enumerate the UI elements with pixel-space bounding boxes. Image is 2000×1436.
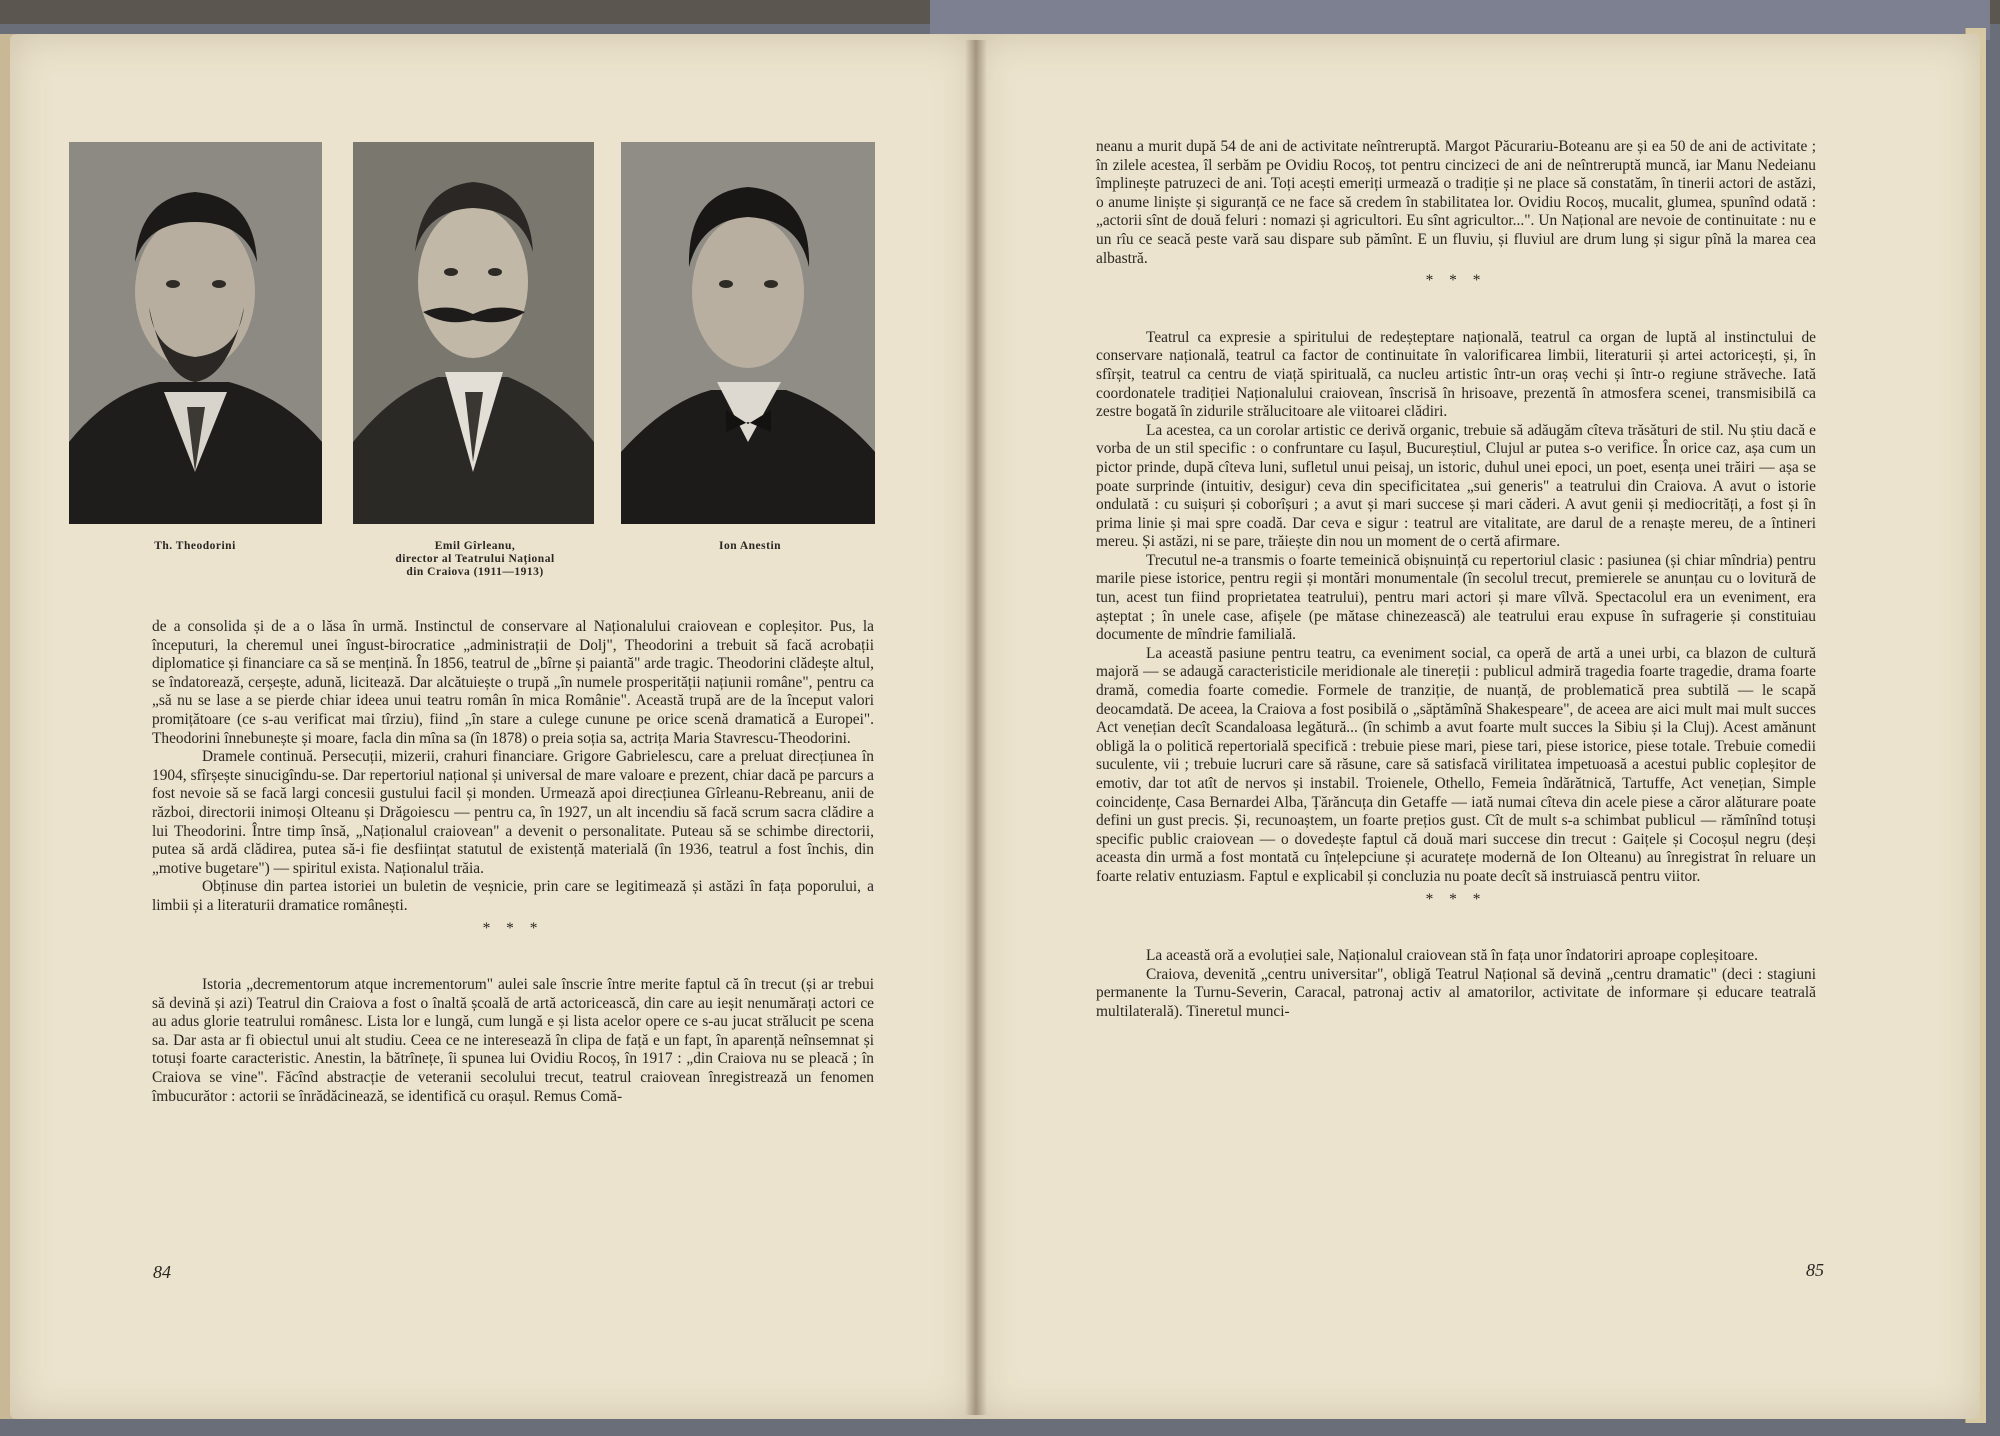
paragraph: de a consolida și de a o lăsa în urmă. Instinctul de conservare al Naționalului craiovean e copleșitor. Pus, la începuturi, la cheremul unei îngust-birocratice „administrații de Dolj", Theodorini a trebuit să facă acrobații diplomatice și financiare ca să se mențină. În 1856, teatrul de „bîrne și paiantă" arde tragic. Theodorini clădește altul, se îndatorează, cerșește, adună, licitează. Dar alcătuiește o trupă „în numele prosperității națiunii române", pentru ca „să nu se lase a se pierde chiar ideea unui teatru român în mica Românie". Această trupă are de la început valori promițătoare (ce s-au verificat mai tîrziu), fiind „în stare a culege cunune pe orice scenă dramatică a Europei". Theodorini înnebunește și moare, facla din mîna sa (în 1878) o preia soția sa, actrița Maria Stavrescu-Theodorini. bbox=[152, 618, 874, 747]
caption-girleanu bbox=[355, 540, 595, 579]
paragraph: Obținuse din partea istoriei un buletin de veșnicie, prin care se legitimează și astăzi în fața poporului, a limbii și a literaturii dramatice românești. bbox=[152, 878, 874, 914]
page-number-left: 84 bbox=[153, 1262, 171, 1282]
section-separator: * * * bbox=[1425, 890, 1487, 908]
paragraph: neanu a murit după 54 de ani de activitate neîntreruptă. Margot Păcurariu-Boteanu are și ea 50 de ani de activitate ; în zilele acestea, îl serbăm pe Ovidiu Rocoș, tot pentru cincizeci de ani de neîntreruptă muncă, iar Manu Nedeianu împlinește patruzeci de ani. Toți acești emeriți urmează o tradiție și ne place să constatăm, în tinerii actori de astăzi, o anume liniște și siguranță ce ne face să credem în stabilitatea lor. Ovidiu Rocoș, mucalit, glumeа, spunînd odată : „actorii sînt de două feluri : nomazi și agricultori. Eu sînt agricultor...". Un Național are nevoie de continuitate : nu e un rîu ce seacă peste vară sau dispare sub pămînt. E un fluviu, și fluviul are drum lung și sigur pînă la marea cea albastră. bbox=[1096, 138, 1816, 267]
right-page-text bbox=[1096, 138, 1816, 1022]
paragraph: Trecutul ne-a transmis o foarte temeinică obișnuință cu repertoriul clasic : pasiunea (și chiar mîndria) pentru marile piese istorice, pentru regii și montări monumentale (în secolul trecut, premierele se anunțau cu o lovitură de tun, acest tun fiind proprietatea teatrului), pentru mari actori și mare vîlvă. Spectacolul era un eveniment, era așteptat ; în unele case, afișele (pe mătase chinezească) ale teatrului erau expuse în sufragerie și constituiau documente de mîndrie familială. bbox=[1096, 551, 1816, 644]
section-separator: * * * bbox=[1425, 272, 1487, 290]
paragraph: Craiova, devenită „centru universitar", obligă Teatrul Național să devină „centru dramatic" (deci : stagiuni permanente la Turnu-Severin, Caracal, patronaj activ al amatorilor, activitate de informare și educare teatrală multilaterală). Tineretul munci- bbox=[1096, 965, 1816, 1020]
portrait-3-image bbox=[621, 142, 875, 524]
paragraph: La această pasiune pentru teatru, ca eveniment social, ca operă de artă a unei urbi, ca blazon de cultură majoră — se adaugă caracteristicile meridionale ale tinereții : publicul admiră tragedia foarte tragedie, drama foarte dramă, comedia foarte comedie. Formele de tranziție, de nuanță, de problematică prea subtilă — le scapă deocamdată. De aceea, la Craiova a fost posibilă o „săptămînă Shakespeare", de aceea are aici mult mai mult succes Act venețian decît Scandaloasa legătură... (în schimb a avut foarte mult succes la Sibiu și la Cluj). Acest amănunt obligă la o politică repertorială specifică : trebuie piese mari, piese tari, piese istorice, piese totale. Trebuie comedii suculente, vii ; trebuie lucruri care să răsune, care să satisfacă virilitatea impetuoasă a acestui public copleșitor de emotiv, dar tot atît de nervos și instabil. Troienele, Othello, Femeia îndărătnică, Tartuffe, Act venețian, Simple coincidențe, Casa Bernardei Alba, Țărăncuța din Getaffe — iată numai cîteva din acele piese a căror alăturare poate defini un gust precis. Și, recunoaștem, un foarte prețios gust. Cît de mult s-a schimbat publicul — rămînînd totuși specific public craiovean — o dovedește faptul că două mari succese din trecut : Gaițele și Cocoșul negru (deși aceasta din urmă a fost montată cu înțelepciune și acuratețe modernă de Ion Olteanu) au înregistrat în reluare un foarte relativ entuziasm. Faptul e explicabil și concluzia nu poate decît să instruiască pentru viitor. bbox=[1096, 644, 1816, 885]
portrait-emil-girleanu bbox=[353, 142, 594, 524]
portrait-ion-anestin bbox=[621, 142, 875, 524]
caption-anestin bbox=[680, 540, 820, 553]
portrait-1-image bbox=[69, 142, 322, 524]
section-separator: * * * bbox=[482, 919, 544, 937]
paragraph: La această oră a evoluției sale, Naționalul craiovean stă în fața unor îndatoriri aproape copleșitoare. bbox=[1146, 947, 1758, 965]
paragraph: Istoria „decrementorum atque incrementorum" aulei sale înscrie între merite faptul că în trecut (și ar trebui să devină și azi) Teatrul din Craiova a fost o înaltă școală de artă actoricească, din care au ieșit nenumărați actori ce au adus glorie teatrului românesc. Lista lor e lungă, cum lungă e și lista acelor opere ce s-au jucat strălucit pe scena sa. Dar asta ar fi obiectul unui alt studiu. Ceea ce ne interesează în clipa de față e un fapt, în aparență neînsemnat și totuși foarte caracteristic. Anestin, la bătrînețe, îi spunea lui Ovidiu Rocoș, în 1917 : „din Craiova nu se pleacă ; în Craiova se vine". Făcînd abstracție de veteranii secolului trecut, teatrul craiovean înregistrează un fenomen îmbucurător : actorii se înrădăcinează, se identifică cu orașul. Remus Comă- bbox=[152, 976, 874, 1105]
caption-line: director al Teatrului Național bbox=[395, 553, 555, 565]
caption-line: Emil Gîrleanu, bbox=[434, 540, 516, 552]
caption-theodorini bbox=[130, 540, 260, 553]
page-number-right: 85 bbox=[1806, 1260, 1824, 1280]
left-page-text bbox=[152, 618, 874, 1106]
portrait-2-image bbox=[353, 142, 594, 524]
paragraph: La acestea, ca un corolar artistic ce derivă organic, trebuie să adăugăm cîteva trăsături de stil. Nu știu dacă e vorba de un stil specific : o confruntare cu Iașul, Bucureștiul, Clujul ar putea s-o verifice. În orice caz, așa cum un pictor prinde, după cîteva luni, sufletul unui peisaj, un istoric, duhul unei epoci, un poet, esența unei trăiri — așa se poate surprinde (intuitiv, desigur) ceva din specificitatea „sui generis" a teatrului din Craiova. A avut o istorie ondulată : cu suișuri și coborîșuri ; a avut și mari succese și mari căderi. A avut genii și mediocrități, a fost și în prima linie și mai spre coadă. Dar ceva e sigur : teatrul are vitalitate, are darul de a renaște mereu, de a întineri mereu. Și astăzi, ni se pare, trăiește din nou un moment de o certă afirmare. bbox=[1096, 421, 1816, 551]
paragraph: Teatrul ca expresie a spiritului de redeșteptare națională, teatrul ca organ de luptă al instinctului de conservare națională, teatrul ca factor de continuitate în valorificarea limbii, literaturii și artei actoricești, și, în sfîrșit, teatrul ca centru de viață spirituală, ca nucleu artistic într-un oraș vechi și într-o regiune străveche. Iată coordonatele tradiției Naționalului craiovean, înscrisă în hrisoave, prezentă în atmosfera scenei, transmisibilă ca zestre bogată în zidurile strălucitoare ale viitoarei clădiri. bbox=[1096, 328, 1816, 421]
caption-line: Ion Anestin bbox=[718, 540, 782, 552]
caption-line: Th. Theodorini bbox=[154, 540, 236, 552]
paragraph: Dramele continuă. Persecuții, mizerii, crahuri financiare. Grigore Gabrielescu, care a preluat direcțiunea în 1904, sfîrșește sinucigîndu-se. Dar repertoriul național și universal de mare valoare e prezent, chiar dacă pe parcurs a fost nevoie să se facă largi concesii gustului facil și monden. Urmează apoi direcțiunea Gîrleanu-Rebreanu, anii de război, directorii inimoși Olteanu și Drăgoiescu — pentru ca, în 1927, un alt incendiu să facă scrum sacra clădire a lui Theodorini. Între timp însă, „Naționalul craiovean" a devenit o personalitate. Puteau să se schimbe directorii, putea să ardă clădirea, putea să-i fie desființat statutul de existență materială (în 1936, teatrul a fost închis, din „motive bugetare") — spiritul exista. Naționalul trăia. bbox=[152, 748, 874, 877]
portrait-th-theodorini bbox=[69, 142, 322, 524]
book-spine bbox=[965, 40, 987, 1415]
caption-line: din Craiova (1911—1913) bbox=[406, 566, 544, 578]
